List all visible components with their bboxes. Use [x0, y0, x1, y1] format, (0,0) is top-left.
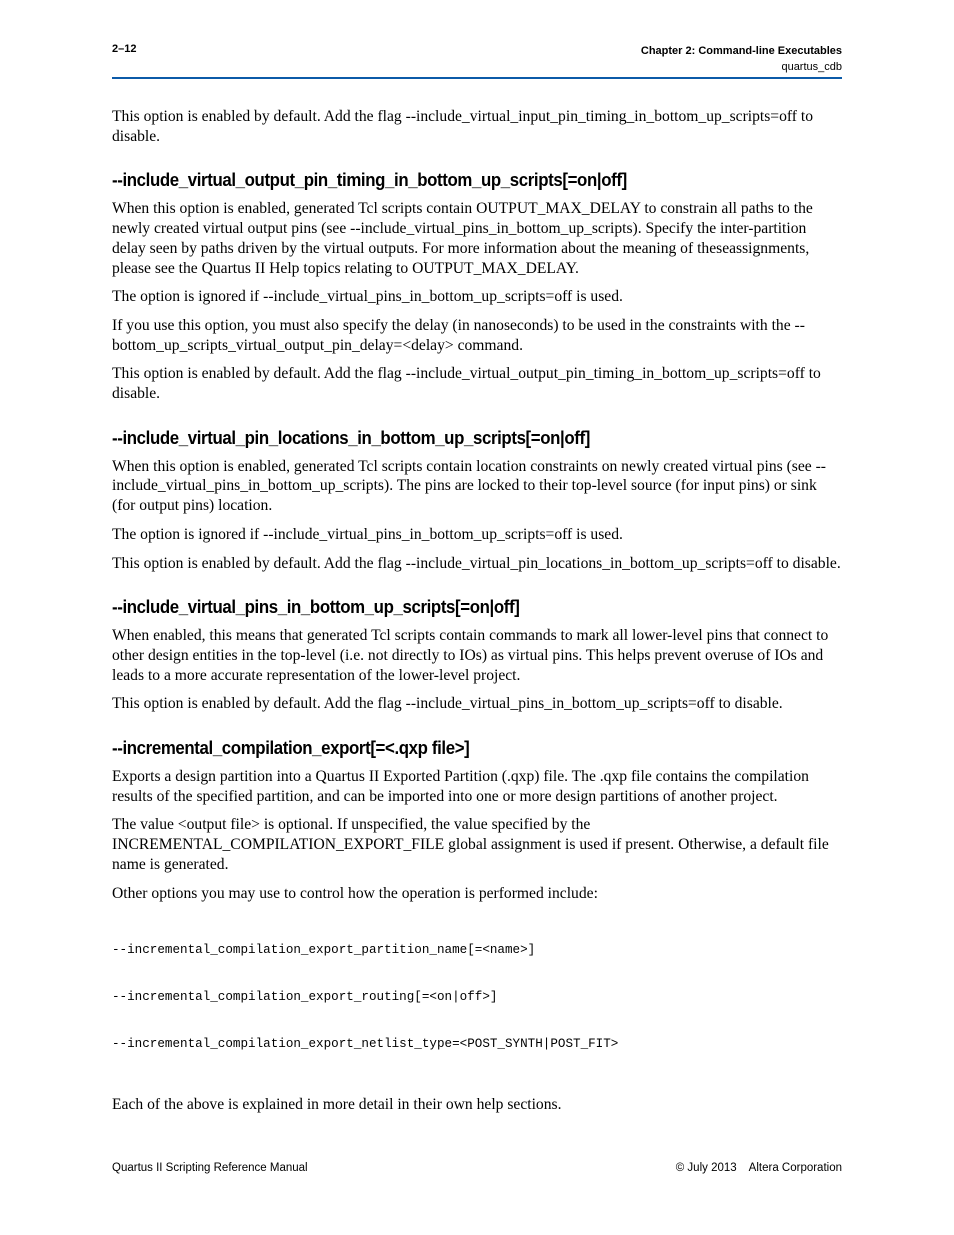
- header-rule: [112, 77, 842, 79]
- option-heading-pin-locations: --include_virtual_pin_locations_in_bottom_up_scripts[=on|off]: [112, 426, 591, 448]
- paragraph: When enabled, this means that generated Tcl scripts contain commands to mark all lower-level pins that connect to other design entities in the top-level (i.e. not directly to IOs) as virtual pins. This helps prevent overuse of IOs and leads to a more accurate representation of the lower-level project.: [112, 627, 829, 684]
- section-title: quartus_cdb: [781, 61, 842, 73]
- paragraph: When this option is enabled, generated Tcl scripts contain OUTPUT_MAX_DELAY to constrain all paths to the newly created virtual output pins (see --include_virtual_pins_in_bottom_up_scripts). Specify the inter-partition delay seen by paths driven by the virtual outputs. For more information about the meaning of theseassignments, please see the Quartus II Help topics relating to OUTPUT_MAX_DELAY.: [112, 200, 813, 277]
- code-line: --incremental_compilation_export_routing[=<on|off>]: [112, 990, 498, 1005]
- paragraph: When this option is enabled, generated Tcl scripts contain location constraints on newly created virtual pins (see --include_virtual_pins_in_bottom_up_scripts). The pins are locked to their top-level source (for input pins) or sink (for output pins) location.: [112, 457, 826, 515]
- code-line: --incremental_compilation_export_partition_name[=<name>]: [112, 943, 536, 958]
- closing-paragraph: Each of the above is explained in more detail in their own help sections.: [112, 1095, 562, 1113]
- paragraph: Exports a design partition into a Quartus II Exported Partition (.qxp) file. The .qxp file contains the compilation results of the specified partition, and can be imported into one or more design partitions of another project.: [112, 768, 809, 805]
- paragraph: The option is ignored if --include_virtual_pins_in_bottom_up_scripts=off is used.: [112, 288, 623, 306]
- code-block: [112, 912, 842, 1084]
- footer-manual-title: Quartus II Scripting Reference Manual: [112, 1162, 308, 1174]
- code-line: --incremental_compilation_export_netlist_type=<POST_SYNTH|POST_FIT>: [112, 1037, 619, 1052]
- option-heading-virtual-pins: --include_virtual_pins_in_bottom_up_scripts[=on|off]: [112, 596, 520, 618]
- option-heading-output-pin-timing: --include_virtual_output_pin_timing_in_bottom_up_scripts[=on|off]: [112, 169, 627, 191]
- paragraph: This option is enabled by default. Add the flag --include_virtual_output_pin_timing_in_bottom_up_scripts=off to disable.: [112, 365, 821, 403]
- page-body: [112, 107, 842, 1124]
- footer-company: Altera Corporation: [748, 1162, 842, 1174]
- footer-right: [676, 1162, 842, 1174]
- footer-date: © July 2013: [675, 1162, 737, 1174]
- chapter-title: Chapter 2: Command-line Executables: [640, 45, 842, 57]
- page-number: 2–12: [112, 43, 137, 55]
- paragraph: Other options you may use to control how the operation is performed include:: [112, 884, 598, 902]
- intro-paragraph: This option is enabled by default. Add the flag --include_virtual_input_pin_timing_in_bottom_up_scripts=off to disable.: [112, 108, 814, 145]
- paragraph: If you use this option, you must also specify the delay (in nanoseconds) to be used in the constraints with the --bottom_up_scripts_virtual_output_pin_delay=<delay> command.: [112, 316, 805, 354]
- paragraph: The option is ignored if --include_virtual_pins_in_bottom_up_scripts=off is used.: [112, 525, 623, 543]
- running-header: [641, 43, 842, 75]
- option-heading-incremental-export: --incremental_compilation_export[=<.qxp file>]: [112, 737, 470, 759]
- paragraph: The value <output file> is optional. If unspecified, the value specified by the INCREMENTAL_COMPILATION_EXPORT_FILE global assignment is used if present. Otherwise, a default file name is generated.: [112, 816, 829, 873]
- paragraph: This option is enabled by default. Add the flag --include_virtual_pins_in_bottom_up_scripts=off to disable.: [112, 695, 783, 713]
- paragraph: This option is enabled by default. Add the flag --include_virtual_pin_locations_in_bottom_up_scripts=off to disable.: [112, 554, 841, 572]
